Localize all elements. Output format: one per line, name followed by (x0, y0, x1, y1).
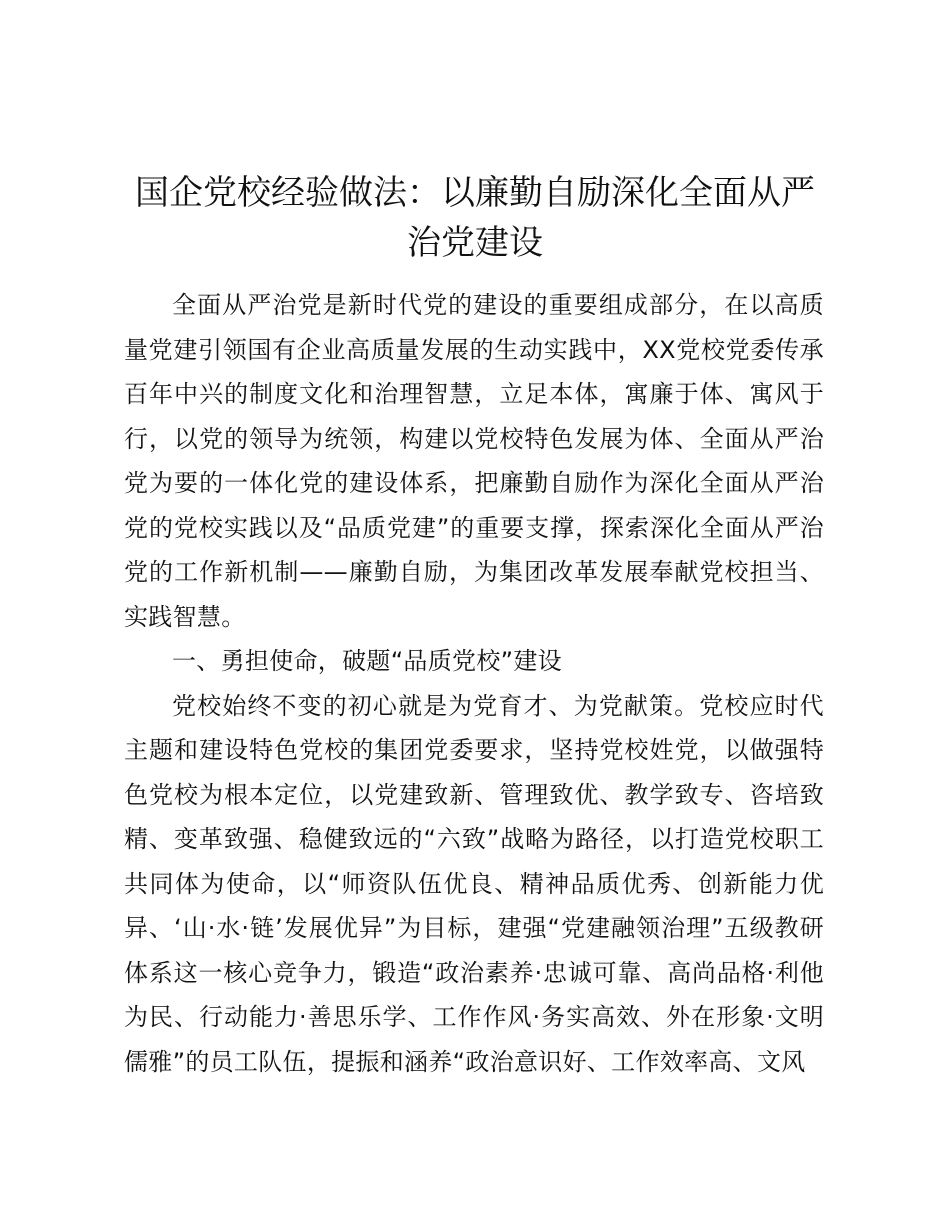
intro-paragraph: 全面从严治党是新时代党的建设的重要组成部分，在以高质量党建引领国有企业高质量发展的生动实践中，XX党校党委传承百年中兴的制度文化和治理智慧，立足本体，寓廉于体、寓风于行，以党的领导为统领，构建以党校特色发展为体、全面从严治党为要的一体化党的建设体系，把廉勤自励作为深化全面从严治党的党校实践以及“品质党建”的重要支撑，探索深化全面从严治党的工作新机制——廉勤自励，为集团改革发展奉献党校担当、实践智慧。 (124, 291, 824, 631)
section-heading: 一、勇担使命，破题“品质党校”建设 (172, 647, 562, 675)
section-paragraph: 党校始终不变的初心就是为党育才、为党献策。党校应时代主题和建设特色党校的集团党委要求，坚持党校姓党，以做强特色党校为根本定位，以党建致新、管理致优、教学致专、咨培致精、变革致强、稳健致远的“六致”战略为路径，以打造党校职工共同体为使命，以“师资队伍优良、精神品质优秀、创新能力优异、‘山·水·链’发展优异”为目标，建强“党建融领治理”五级教研体系这一核心竞争力，锻造“政治素养·忠诚可靠、高尚品格·利他为民、行动能力·善思乐学、工作作风·务实高效、外在形象·文明儒雅”的员工队伍，提振和涵养“政治意识好、工作效率高、文风 (124, 691, 824, 1076)
document-title: 国企党校经验做法：以廉勤自励深化全面从严治党建设 (135, 173, 815, 263)
document-body (124, 283, 824, 1084)
